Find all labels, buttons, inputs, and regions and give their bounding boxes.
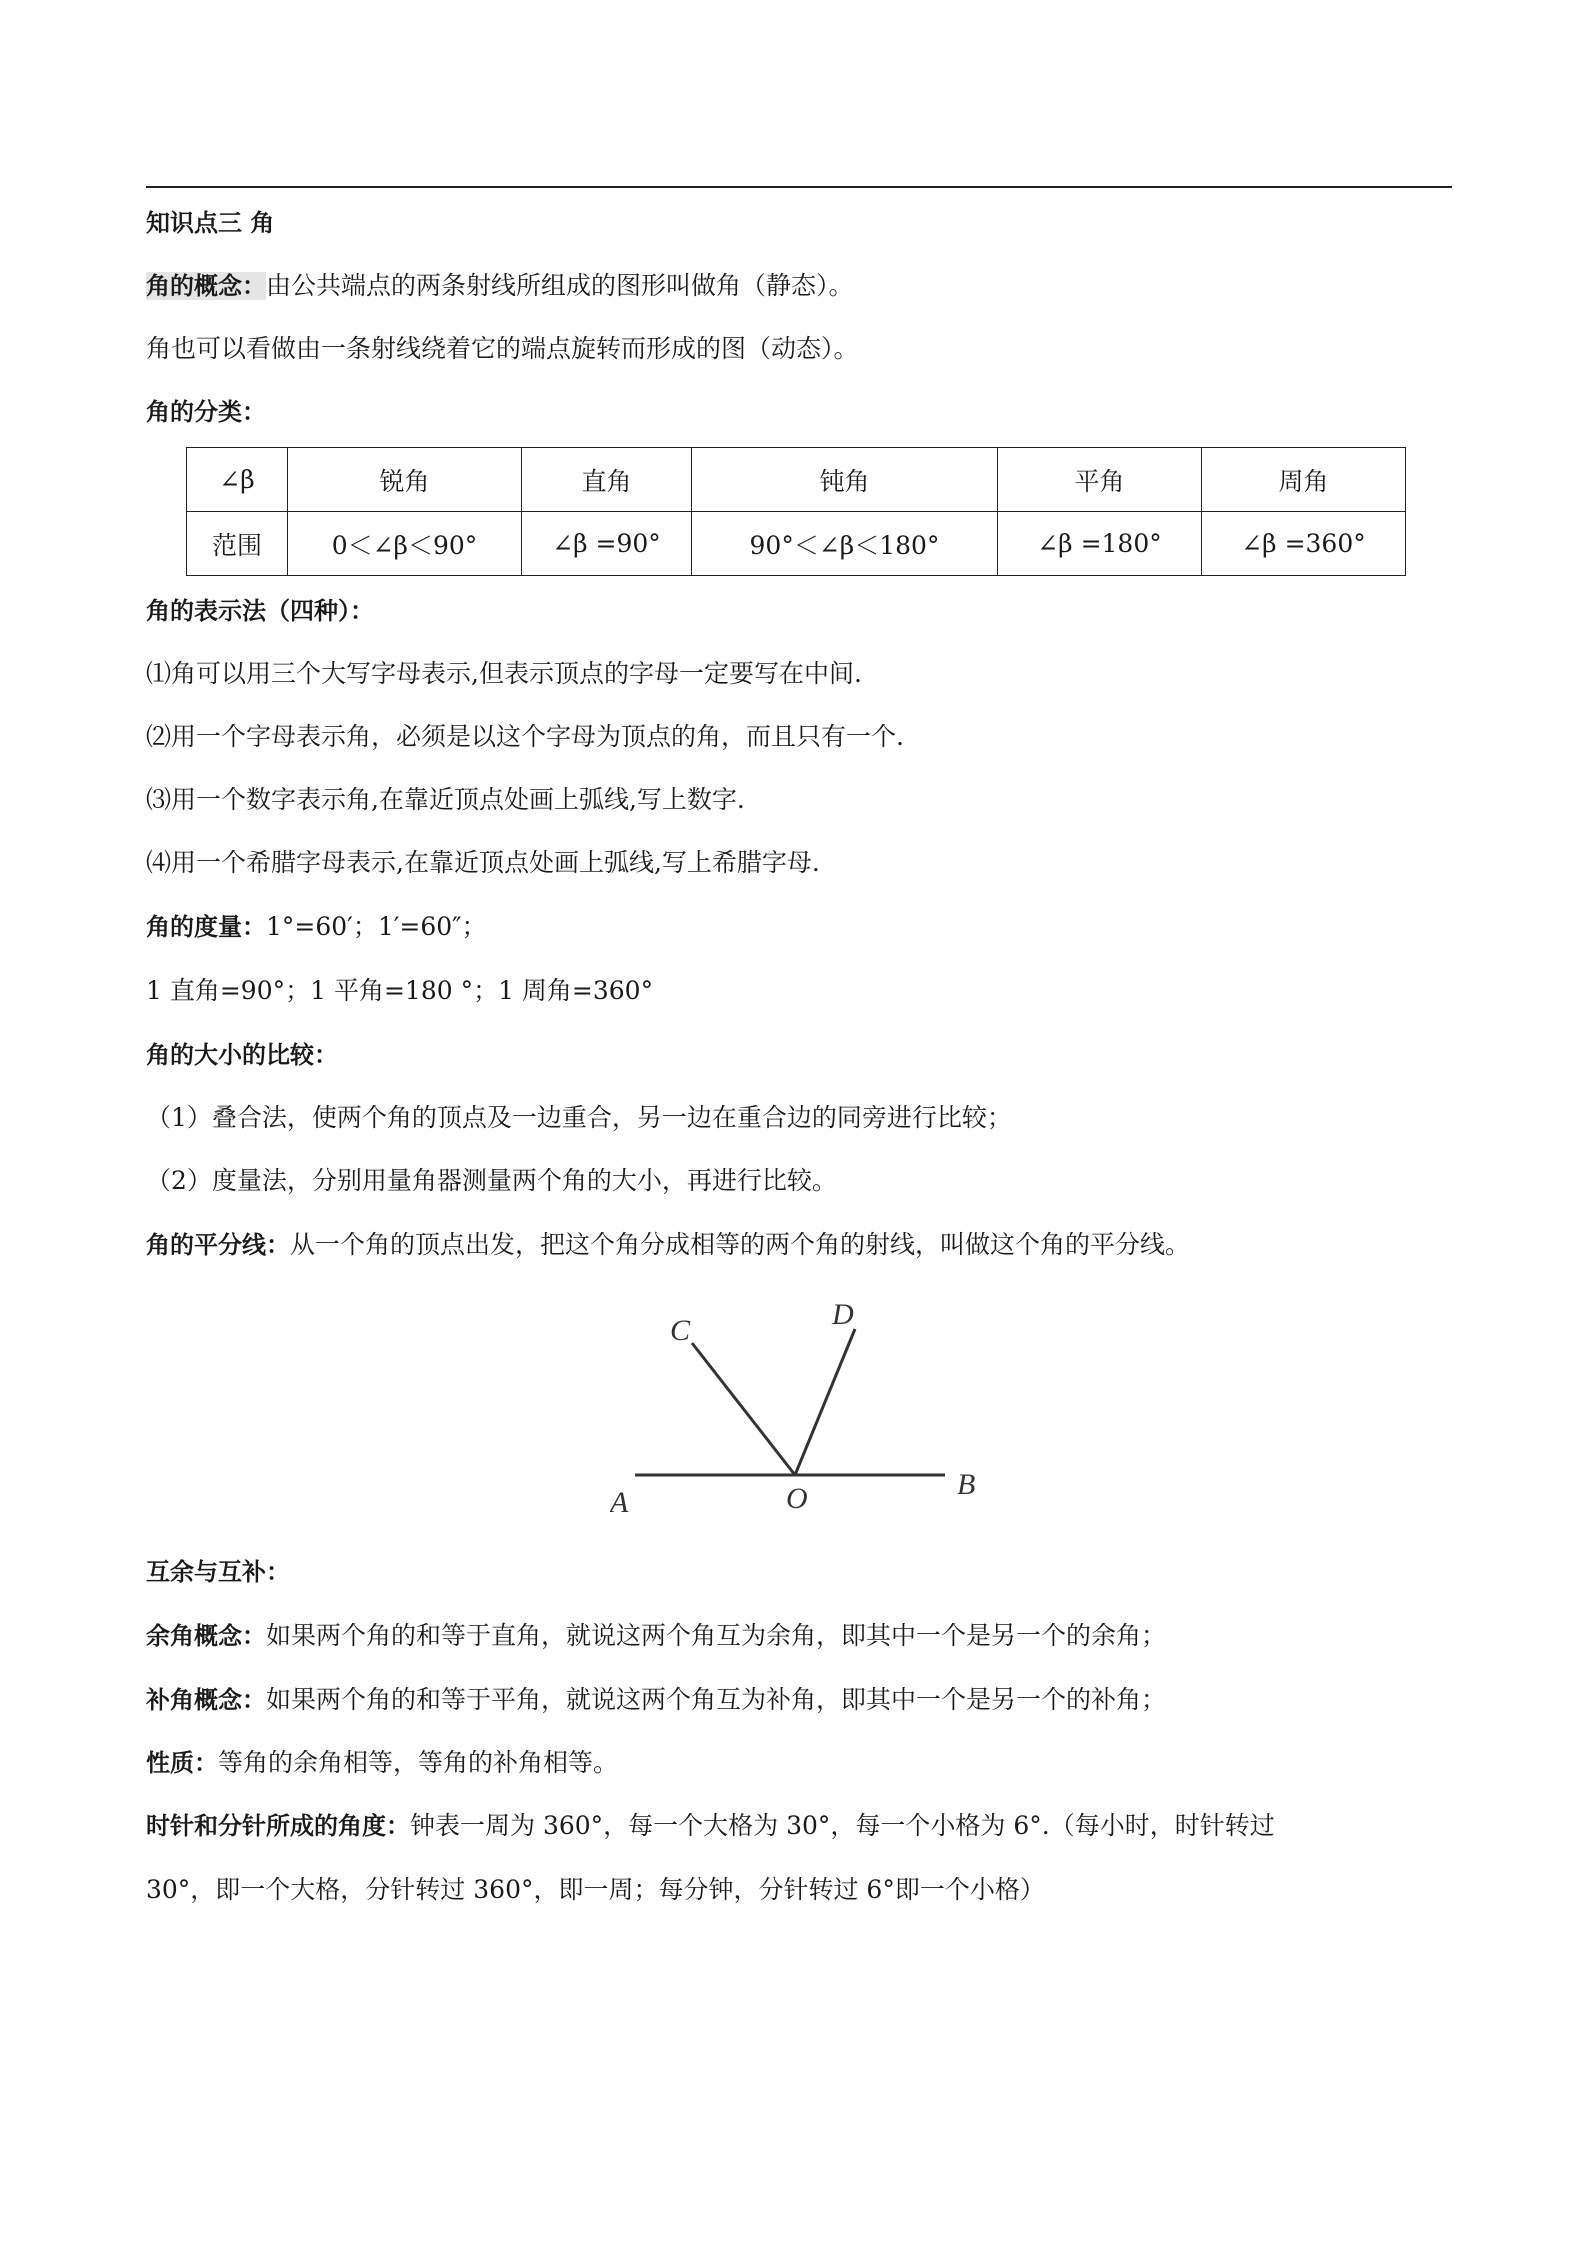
table-header-cell: 周角: [1202, 448, 1406, 512]
notation-item: ⑶用一个数字表示角,在靠近顶点处画上弧线,写上数字.: [146, 785, 745, 814]
table-header-cell: 钝角: [692, 448, 998, 512]
bisector-text: 从一个角的顶点出发，把这个角分成相等的两个角的射线，叫做这个角的平分线。: [290, 1230, 1191, 1259]
compare-item: （1）叠合法，使两个角的顶点及一边重合，另一边在重合边的同旁进行比较；: [146, 1103, 1012, 1132]
point-label-o: O: [786, 1482, 808, 1515]
table-header-cell: 平角: [998, 448, 1202, 512]
table-header-cell: 直角: [522, 448, 692, 512]
bisector-label: 角的平分线：: [146, 1231, 290, 1259]
notation-item: ⑴角可以用三个大写字母表示,但表示顶点的字母一定要写在中间.: [146, 659, 862, 688]
complement-heading: 互余与互补：: [146, 1558, 290, 1586]
bisector-line: [146, 1228, 1190, 1262]
table-header-cell: ∠β: [187, 448, 288, 512]
notation-item: ⑷用一个希腊字母表示,在靠近顶点处画上弧线,写上希腊字母.: [146, 848, 820, 877]
angle-classification-table: [186, 447, 1406, 576]
table-row: [187, 512, 1406, 576]
table-cell: 范围: [187, 512, 288, 576]
ray-od: [795, 1329, 855, 1475]
concept-text: 由公共端点的两条射线所组成的图形叫做角（静态）。: [266, 271, 854, 300]
bu-text: 如果两个角的和等于平角，就说这两个角互为补角，即其中一个是另一个的补角；: [266, 1685, 1167, 1714]
table-header-cell: 锐角: [288, 448, 522, 512]
section-title: 知识点三 角: [146, 209, 275, 237]
table-cell: 0＜∠β＜90°: [288, 512, 522, 576]
point-label-b: B: [957, 1468, 976, 1501]
point-label-d: D: [832, 1298, 854, 1331]
bu-label: 补角概念：: [146, 1686, 266, 1714]
compare-item: （2）度量法，分别用量角器测量两个角的大小，再进行比较。: [146, 1166, 837, 1195]
complement-yu-line: [146, 1619, 1166, 1653]
point-label-a: A: [610, 1486, 629, 1519]
concept-label: 角的概念：: [146, 272, 266, 300]
concept-text-2: 角也可以看做由一条射线绕着它的端点旋转而形成的图（动态）。: [146, 334, 859, 363]
notation-item: ⑵用一个字母表示角，必须是以这个字母为顶点的角，而且只有一个.: [146, 722, 904, 751]
measure-text-2: 1 直角=90°；1 平角=180 °；1 周角=360°: [146, 976, 654, 1005]
notation-heading: 角的表示法（四种）：: [146, 597, 374, 625]
table-cell: ∠β =360°: [1202, 512, 1406, 576]
yu-label: 余角概念：: [146, 1622, 266, 1650]
compare-heading: 角的大小的比较：: [146, 1041, 338, 1069]
clock-label: 时针和分针所成的角度：: [146, 1812, 410, 1840]
property-line: [146, 1746, 618, 1780]
table-cell: ∠β =90°: [522, 512, 692, 576]
clock-line: [146, 1809, 1275, 1843]
measure-line: [146, 910, 487, 944]
header-rule: [146, 186, 1452, 188]
angle-bisector-figure: [610, 1296, 990, 1521]
clock-text: 钟表一周为 360°，每一个大格为 30°，每一个小格为 6°.（每小时，时针转过: [410, 1811, 1275, 1840]
concept-line: [146, 269, 854, 303]
point-label-c: C: [670, 1314, 691, 1347]
yu-text: 如果两个角的和等于直角，就说这两个角互为余角，即其中一个是另一个的余角；: [266, 1621, 1167, 1650]
table-cell: ∠β =180°: [998, 512, 1202, 576]
complement-bu-line: [146, 1683, 1166, 1717]
table-cell: 90°＜∠β＜180°: [692, 512, 998, 576]
classification-heading: 角的分类：: [146, 398, 266, 426]
ray-oc: [692, 1343, 795, 1475]
property-label: 性质：: [146, 1749, 218, 1777]
clock-text-2: 30°，即一个大格，分针转过 360°，即一周；每分钟，分针转过 6°即一个小格）: [146, 1875, 1045, 1904]
table-header-row: [187, 448, 1406, 512]
measure-label: 角的度量：: [146, 913, 266, 941]
property-text: 等角的余角相等，等角的补角相等。: [218, 1748, 619, 1777]
measure-text: 1°=60′；1′=60″；: [266, 912, 487, 941]
